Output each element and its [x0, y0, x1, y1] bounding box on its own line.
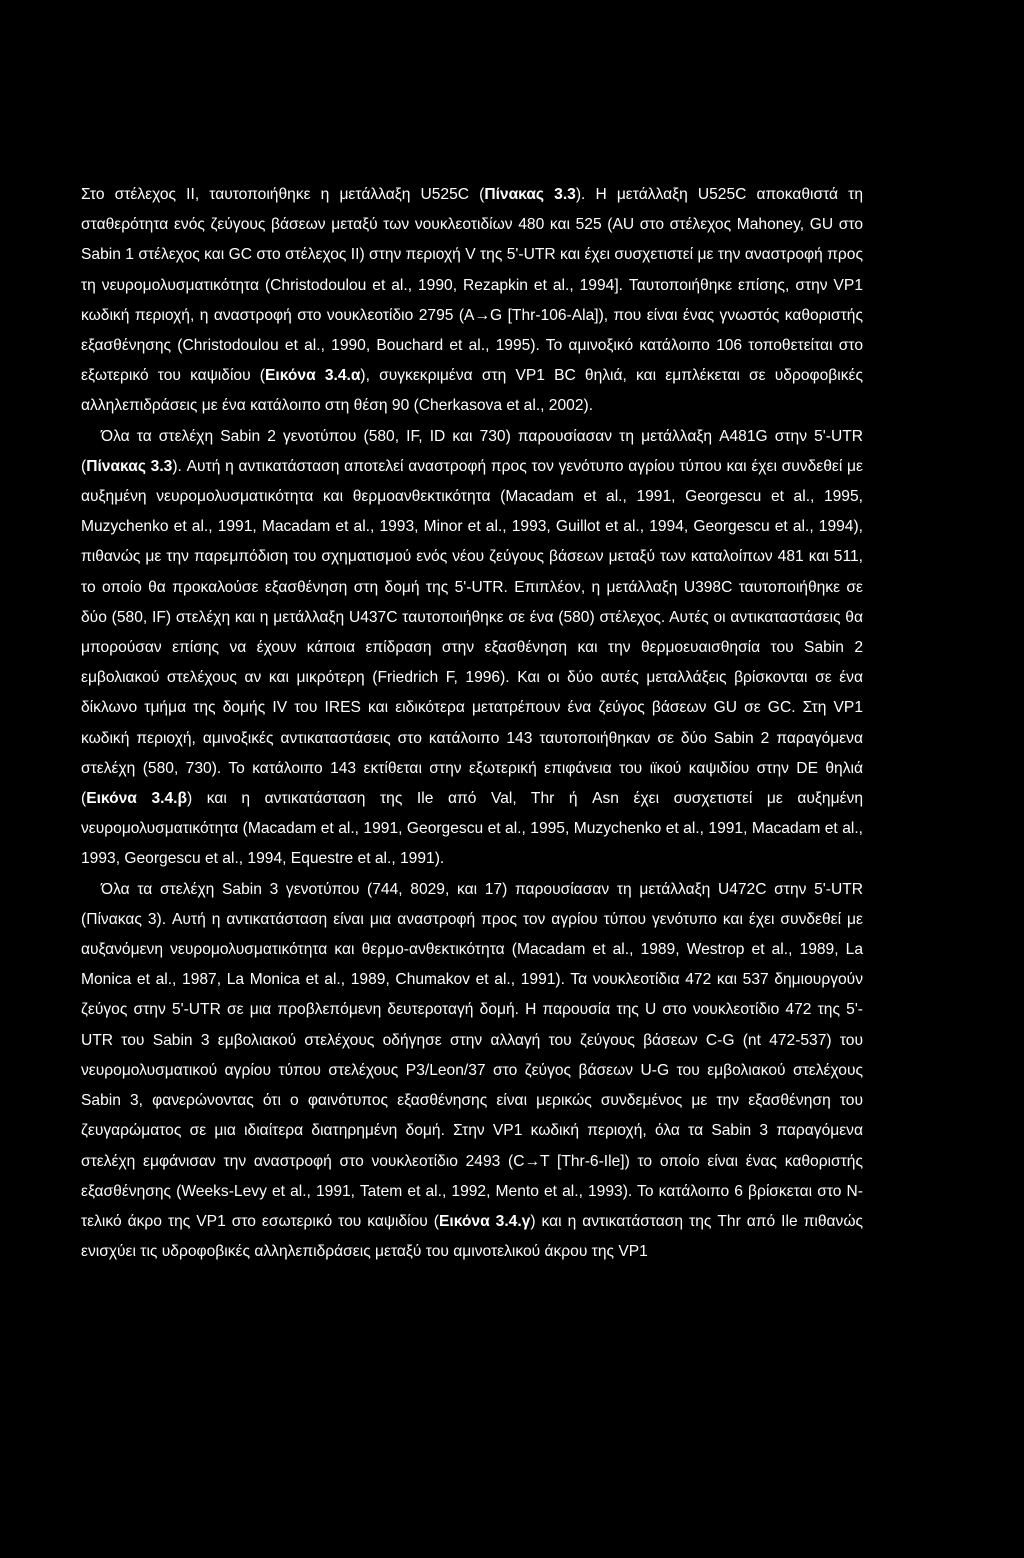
figure-reference: Εικόνα 3.4.β: [86, 790, 187, 808]
paragraph-1: [81, 180, 863, 422]
text-run: ). Η μετάλλαξη U525C αποκαθιστά τη σταθερότητα ενός ζεύγους βάσεων μεταξύ των νουκλεοτιδίων 480 και 525 (AU στο στέλεχος Mahoney, GU στο Sabin 1 στέλεχος και GC στο στέλεχος II) στην περιοχή V της 5'-UTR και έχει συσχετιστεί με την αναστροφή προς τη νευρομολυσματικότητα (Christodoulou et al., 1990, Rezapkin et al., 1994]. Ταυτοποιήθηκε επίσης, στην VP1 κωδική περιοχή, η αναστροφή στο νουκλεοτίδιο 2795 (A→G [Thr-106-Ala]), που είναι ένας γνωστός καθοριστής εξασθένησης (Christodoulou et al., 1990, Bouchard et al., 1995). Το αμινοξικό κατάλοιπο 106 τοποθετείται στο εξωτερικό του καψιδίου (: [81, 186, 863, 385]
table-reference: Πίνακας 3.3: [86, 457, 173, 475]
text-run: ). Αυτή η αντικατάσταση αποτελεί αναστροφή προς τον γενότυπο αγρίου τύπου και έχει συνδεθεί με αυξημένη νευρομολυσματικότητα και θερμοανθεκτικότητα (Macadam et al., 1991, Georgescu et al., 1995, Muzychenko et al., 1991, Macadam et al., 1993, Minor et al., 1993, Guillot et al., 1994, Georgescu et al., 1994), πιθανώς με την παρεμπόδιση του σχηματισμού ενός νέου ζεύγους βάσεων μεταξύ των καταλοίπων 481 και 511, το οποίο θα προκαλούσε εξασθένηση στη δομή της 5'-UTR. Επιπλέον, η μετάλλαξη U398C ταυτοποιήθηκε σε δύο (580, IF) στελέχη και η μετάλλαξη U437C ταυτοποιήθηκε σε ένα (580) στέλεχος. Αυτές οι αντικαταστάσεις θα μπορούσαν επίσης να έχουν κάποια επίδραση στην εξασθένηση και την θερμοευαισθησία του Sabin 2 εμβολιακού στελέχους αν και μικρότερη (Friedrich F, 1996). Και οι δύο αυτές μεταλλάξεις βρίσκονται σε ένα δίκλωνο τμήμα της δομής IV του IRES και ειδικότερα μετατρέπουν ένα ζεύγος βάσεων GU σε GC. Στη VP1 κωδική περιοχή, αμινοξικές αντικαταστάσεις στο κατάλοιπο 143 ταυτοποιήθηκαν σε δύο Sabin 2 παραγόμενα στελέχη (580, 730). Το κατάλοιπο 143 εκτίθεται στην εξωτερική επιφάνεια του ιϊκού καψιδίου στην DE θηλιά (: [81, 457, 863, 808]
text-run: Όλα τα στελέχη Sabin 3 γενοτύπου (744, 8029, και 17) παρουσίασαν τη μετάλλαξη U472C στην 5'-UTR (Πίνακας 3). Αυτή η αντικατάσταση είναι μια αναστροφή προς τον αγρίου τύπου γενότυπο και έχει συνδεθεί με αυξανόμενη νευρομολυσματικότητα και θερμο-ανθεκτικότητα (Macadam et al., 1989, Westrop et al., 1989, La Monica et al., 1987, La Monica et al., 1989, Chumakov et al., 1991). Τα νουκλεοτίδια 472 και 537 δημιουργούν ζεύγος στην 5'-UTR σε μια προβλεπόμενη δευτεροταγή δομή. Η παρουσία της U στο νουκλεοτίδιο 472 της 5'-UTR του Sabin 3 εμβολιακού στελέχους οδήγησε στην αλλαγή του ζεύγους βάσεων C-G (nt 472-537) του νευρομολυσματικού αγρίου τύπου στελέχους P3/Leon/37 στο ζεύγος βάσεων U-G του εμβολιακού στελέχους Sabin 3, φανερώνοντας ότι ο φαινότυπος εξασθένησης είναι μερικώς συνδεμένος με την εξασθένηση του ζευγαρώματος σε μια ιδιαίτερα διατηρημένη δομή. Στην VP1 κωδική περιοχή, όλα τα Sabin 3 παραγόμενα στελέχη εμφάνισαν την αναστροφή στο νουκλεοτίδιο 2493 (C→T [Thr-6-Ile]) το οποίο είναι ένας καθοριστής εξασθένησης (Weeks-Levy et al., 1991, Tatem et al., 1992, Mento et al., 1993). Το κατάλοιπο 6 βρίσκεται στο N-τελικό άκρο της VP1 στο εσωτερικό του καψιδίου (: [81, 880, 863, 1230]
paragraph-3: [81, 875, 863, 1268]
figure-reference: Εικόνα 3.4.γ: [438, 1212, 531, 1230]
text-run: ) και η αντικατάσταση της Ile από Val, Thr ή Asn έχει συσχετιστεί με αυξημένη νευρομολυσματικότητα (Macadam et al., 1991, Georgescu et al., 1995, Muzychenko et al., 1991, Macadam et al., 1993, Georgescu et al., 1994, Equestre et al., 1991).: [81, 790, 863, 868]
body-text: [81, 180, 863, 1267]
figure-reference: Εικόνα 3.4.α: [264, 367, 361, 385]
text-run: Όλα τα στελέχη Sabin 2 γενοτύπου (580, IF, ID και 730) παρουσίασαν τη μετάλλαξη A481G στην 5'-UTR (: [81, 427, 863, 475]
text-run: ) και η αντικατάσταση της Thr από Ile πιθανώς ενισχύει τις υδροφοβικές αλληλεπιδράσεις μεταξύ του αμινοτελικού άκρου της VP1: [81, 1212, 864, 1261]
text-run: ), συγκεκριμένα στη VP1 BC θηλιά, και εμπλέκεται σε υδροφοβικές αλληλεπιδράσεις με ένα κατάλοιπο στη θέση 90 (Cherkasova et al., 2002).: [81, 367, 863, 415]
table-reference: Πίνακας 3.3: [484, 186, 576, 203]
text-run: Στο στέλεχος II, ταυτοποιήθηκε η μετάλλαξη U525C (: [81, 186, 485, 203]
paragraph-2: [81, 422, 863, 875]
